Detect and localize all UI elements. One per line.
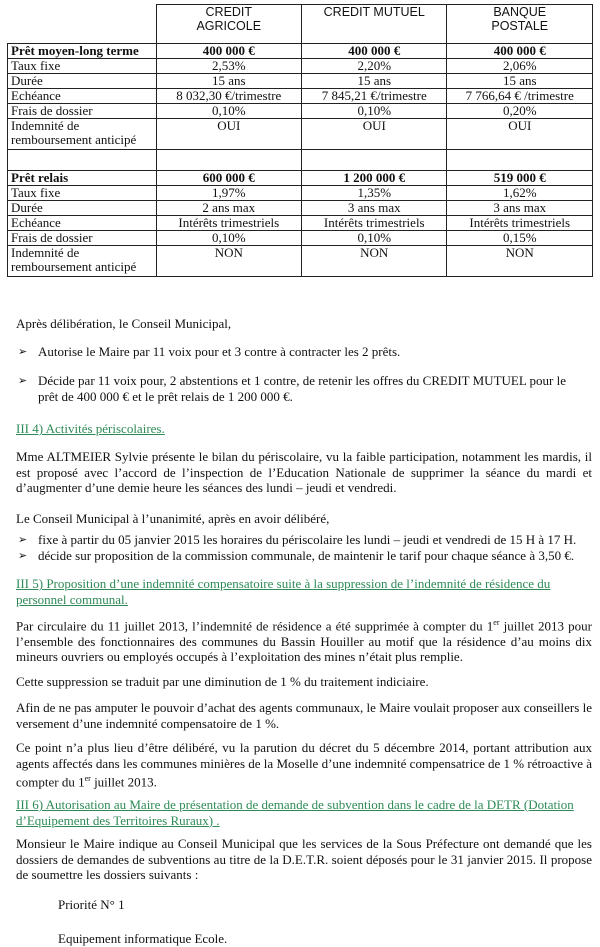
table-spacer-row	[8, 150, 593, 171]
section-heading-iii-6: III 6) Autorisation au Maire de présentation de demande de subvention dans le cadre de la DETR (Dotation d’Equipement des Territoires Ruraux) .	[16, 797, 574, 828]
row-value-cell: 0,10%	[156, 104, 301, 119]
section-amount-cell: 519 000 €	[447, 171, 593, 186]
table-row	[8, 201, 593, 216]
paragraph-sous-prefecture: Monsieur le Maire indique au Conseil Municipal que les services de la Sous Préfecture ont demandé que les dossiers de demandes de subventions au titre de la D.E.T.R. soient déposés pour le 31 janvier 2015. Il propose de soumettre les dossiers suivants :	[16, 836, 592, 882]
row-label-cell: Taux fixe	[8, 186, 157, 201]
superscript: er	[84, 774, 91, 783]
table-cell	[8, 150, 157, 171]
paragraph-suppression: Cette suppression se traduit par une diminution de 1 % du traitement indiciaire.	[16, 674, 429, 689]
row-label-cell: Indemnité de remboursement anticipé	[8, 119, 157, 150]
table-row	[8, 119, 593, 150]
row-value-cell: NON	[447, 246, 593, 277]
row-label-cell: Echéance	[8, 89, 157, 104]
priority-item: Equipement informatique Ecole.	[58, 931, 228, 946]
text-part: Ce point n’a plus lieu d’être délibéré, vu la parution du décret du 5 décembre 2014, portant attribution aux agents affectés dans les communes minières de la Moselle d’une indemnité compensatrice de 1 % rétroactive à compter du 1	[16, 740, 592, 790]
arrow-bullet-icon: ➢	[18, 549, 28, 562]
header-banque-postale: BANQUE POSTALE	[447, 5, 593, 44]
row-value-cell: NON	[156, 246, 301, 277]
bullet-decide	[18, 373, 578, 404]
table-row	[8, 89, 593, 104]
table-cell	[302, 150, 447, 171]
superscript: er	[493, 618, 500, 627]
row-label-cell: Durée	[8, 74, 157, 89]
table-row	[8, 104, 593, 119]
row-value-cell: Intérêts trimestriels	[302, 216, 447, 231]
row-value-cell: 15 ans	[302, 74, 447, 89]
header-empty-cell	[8, 5, 157, 44]
row-value-cell: 3 ans max	[447, 201, 593, 216]
table-row	[8, 216, 593, 231]
row-value-cell: 2,20%	[302, 59, 447, 74]
row-label-cell: Indemnité de remboursement anticipé	[8, 246, 157, 277]
row-value-cell: 0,10%	[302, 231, 447, 246]
row-value-cell: 1,35%	[302, 186, 447, 201]
table-row	[8, 186, 593, 201]
text-part: Par circulaire du 11 juillet 2013, l’indemnité de résidence a été supprimée à compter du 1	[16, 618, 494, 634]
row-value-cell: OUI	[156, 119, 301, 150]
paragraph-circulaire	[16, 615, 592, 665]
row-label-cell: Echéance	[8, 216, 157, 231]
bullet-tarif	[18, 548, 578, 564]
paragraph-unanimite: Le Conseil Municipal à l’unanimité, après en avoir délibéré,	[16, 511, 330, 526]
paragraph-pouvoir-achat: Afin de ne pas amputer le pouvoir d’achat des agents communaux, le Maire voulait proposer aux conseillers le versement d’une indemnité compensatoire de 1 %.	[16, 700, 592, 731]
header-credit-mutuel: CREDIT MUTUEL	[302, 5, 447, 44]
paragraph-bilan-periscolaire: Mme ALTMEIER Sylvie présente le bilan du périscolaire, vu la faible participation, notamment les mardis, il est proposé avec l’accord de l’inspection de l’Education Nationale de supprimer la séance du mardi et d’augmenter d’une demie heure les séances des lundi – jeudi et vendredi.	[16, 449, 592, 495]
row-value-cell: 2 ans max	[156, 201, 301, 216]
section-amount-cell: 400 000 €	[447, 44, 593, 59]
row-value-cell: 7 766,64 € /trimestre	[447, 89, 593, 104]
table-row	[8, 74, 593, 89]
text-part: juillet 2013.	[90, 774, 157, 790]
row-value-cell: 0,20%	[447, 104, 593, 119]
table-row	[8, 231, 593, 246]
arrow-bullet-icon: ➢	[18, 533, 28, 546]
bullet-text: Autorise le Maire par 11 voix pour et 3 contre à contracter les 2 prêts.	[38, 344, 401, 359]
row-value-cell: 1,97%	[156, 186, 301, 201]
section-heading-iii-4: III 4) Activités périscolaires.	[16, 421, 165, 436]
row-value-cell: 7 845,21 €/trimestre	[302, 89, 447, 104]
section-amount-cell: 600 000 €	[156, 171, 301, 186]
bullet-autorise	[18, 344, 578, 360]
row-label-cell: Frais de dossier	[8, 104, 157, 119]
bullet-fixe	[18, 532, 578, 548]
loan-table-body	[8, 5, 593, 277]
table-cell	[447, 150, 593, 171]
row-label-cell: Frais de dossier	[8, 231, 157, 246]
row-value-cell: 2,53%	[156, 59, 301, 74]
table-section-row	[8, 171, 593, 186]
row-value-cell: OUI	[302, 119, 447, 150]
table-section-row	[8, 44, 593, 59]
loan-comparison-table	[7, 4, 593, 277]
row-value-cell: 0,10%	[302, 104, 447, 119]
arrow-bullet-icon: ➢	[18, 374, 28, 387]
section-amount-cell: 1 200 000 €	[302, 171, 447, 186]
section-amount-cell: 400 000 €	[156, 44, 301, 59]
bullet-text: décide sur proposition de la commission communale, de maintenir le tarif pour chaque séance à 3,50 €.	[38, 548, 575, 563]
row-label-cell: Durée	[8, 201, 157, 216]
section-heading-iii-5: III 5) Proposition d’une indemnité compensatoire suite à la suppression de l’indemnité de résidence du personnel communal.	[16, 576, 551, 607]
table-header-row	[8, 5, 593, 44]
row-value-cell: 2,06%	[447, 59, 593, 74]
row-value-cell: 3 ans max	[302, 201, 447, 216]
row-value-cell: 15 ans	[156, 74, 301, 89]
table-row	[8, 59, 593, 74]
row-value-cell: OUI	[447, 119, 593, 150]
row-value-cell: 15 ans	[447, 74, 593, 89]
header-credit-agricole: CREDIT AGRICOLE	[156, 5, 301, 44]
paragraph-decret	[16, 740, 592, 790]
text-part: juillet 2013 pour l’ensemble des fonctionnaires des communes du Bassin Houiller au motif que la résidence d’au moins dix mineurs ouvriers ou employés occupés à l’exploitation des mines n’était plus remplie.	[16, 618, 592, 665]
row-label-cell: Taux fixe	[8, 59, 157, 74]
arrow-bullet-icon: ➢	[18, 345, 28, 358]
bullet-text: Décide par 11 voix pour, 2 abstentions et 1 contre, de retenir les offres du CREDIT MUTUEL pour le prêt de 400 000 € et le prêt relais de 1 200 000 €.	[38, 373, 567, 404]
section-title-cell: Prêt moyen-long terme	[8, 44, 157, 59]
table-row	[8, 246, 593, 277]
bullet-text: fixe à partir du 05 janvier 2015 les horaires du périscolaire les lundi – jeudi et vendredi de 15 H à 17 H.	[38, 532, 577, 547]
row-value-cell: 0,10%	[156, 231, 301, 246]
row-value-cell: Intérêts trimestriels	[447, 216, 593, 231]
row-value-cell: 8 032,30 €/trimestre	[156, 89, 301, 104]
section-amount-cell: 400 000 €	[302, 44, 447, 59]
table-cell	[156, 150, 301, 171]
section-title-cell: Prêt relais	[8, 171, 157, 186]
paragraph-apres-deliberation: Après délibération, le Conseil Municipal,	[16, 316, 232, 331]
row-value-cell: Intérêts trimestriels	[156, 216, 301, 231]
row-value-cell: 1,62%	[447, 186, 593, 201]
row-value-cell: 0,15%	[447, 231, 593, 246]
priority-label: Priorité N° 1	[58, 897, 125, 912]
row-value-cell: NON	[302, 246, 447, 277]
